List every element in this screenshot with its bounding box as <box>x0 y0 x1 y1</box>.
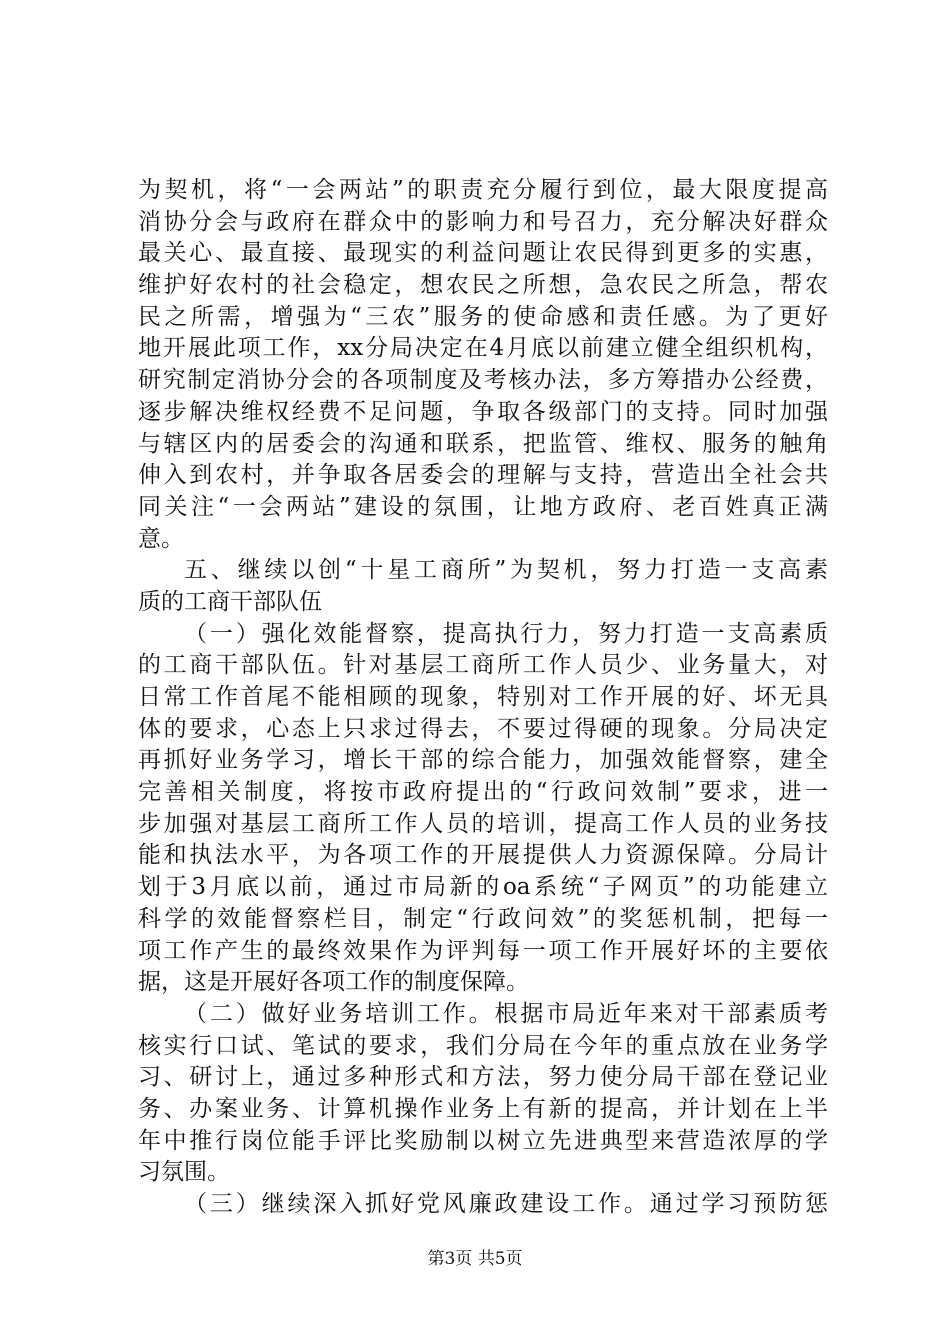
text-line: 能和执法水平，为各项工作的开展提供人力资源保障。分局计 <box>138 842 828 869</box>
text-line: 习氛围。 <box>138 1159 230 1186</box>
text-line: 最关心、最直接、最现实的利益问题让农民得到更多的实惠， <box>138 240 828 267</box>
text-line: 五、继续以创“十星工商所”为契机，努力打造一支高素 <box>184 557 828 584</box>
text-line: 民之所需，增强为“三农”服务的使命感和责任感。为了更好 <box>138 303 828 330</box>
text-line: 划于3月底以前，通过市局新的oa系统“子网页”的功能建立 <box>138 874 828 901</box>
text-line: 步加强对基层工商所工作人员的培训，提高工作人员的业务技 <box>138 810 828 837</box>
text-line: 据，这是开展好各项工作的制度保障。 <box>138 969 529 996</box>
text-line: 研究制定消协分会的各项制度及考核办法，多方筹措办公经费， <box>138 367 828 394</box>
text-line: （二）做好业务培训工作。根据市局近年来对干部素质考 <box>184 1000 828 1027</box>
page-footer: 第3页 共5页 <box>427 1249 523 1269</box>
text-line: 同关注“一会两站”建设的氛围，让地方政府、老百姓真正满 <box>138 493 828 520</box>
text-line: （三）继续深入抓好党风廉政建设工作。通过学习预防惩 <box>184 1191 828 1217</box>
text-line: 体的要求，心态上只求过得去，不要过得硬的现象。分局决定 <box>138 715 828 742</box>
text-line: 为契机，将“一会两站”的职责充分履行到位，最大限度提高 <box>138 177 828 203</box>
text-line: 科学的效能督察栏目，制定“行政问效”的奖惩机制，把每一 <box>138 905 828 932</box>
text-line: 年中推行岗位能手评比奖励制以树立先进典型来营造浓厚的学 <box>138 1127 828 1154</box>
text-line: 的工商干部队伍。针对基层工商所工作人员少、业务量大，对 <box>138 652 828 679</box>
text-line: 质的工商干部队伍 <box>138 588 322 615</box>
text-line: 地开展此项工作，xx分局决定在4月底以前建立健全组织机构， <box>138 335 828 362</box>
text-line: 日常工作首尾不能相顾的现象，特别对工作开展的好、坏无具 <box>138 684 828 710</box>
text-line: 意。 <box>138 525 184 552</box>
text-line: 维护好农村的社会稳定，想农民之所想，急农民之所急，帮农 <box>138 272 828 299</box>
text-line: 务、办案业务、计算机操作业务上有新的提高，并计划在上半 <box>138 1095 828 1122</box>
text-line: 消协分会与政府在群众中的影响力和号召力，充分解决好群众 <box>138 208 828 235</box>
text-line: 完善相关制度，将按市政府提出的“行政问效制”要求，进一 <box>138 779 828 806</box>
text-line: 习、研讨上，通过多种形式和方法，努力使分局干部在登记业 <box>138 1064 828 1091</box>
text-line: 项工作产生的最终效果作为评判每一项工作开展好坏的主要依 <box>138 937 828 964</box>
text-line: 伸入到农村，并争取各居委会的理解与支持，营造出全社会共 <box>138 462 828 489</box>
text-line: 再抓好业务学习，增长干部的综合能力，加强效能督察，建全 <box>138 747 828 774</box>
text-line: 与辖区内的居委会的沟通和联系，把监管、维权、服务的触角 <box>138 430 828 457</box>
text-line: 核实行口试、笔试的要求，我们分局在今年的重点放在业务学 <box>138 1032 828 1059</box>
text-line: 逐步解决维权经费不足问题，争取各级部门的支持。同时加强 <box>138 398 828 425</box>
document-body <box>138 175 828 1221</box>
text-line: （一）强化效能督察，提高执行力，努力打造一支高素质 <box>184 620 828 647</box>
